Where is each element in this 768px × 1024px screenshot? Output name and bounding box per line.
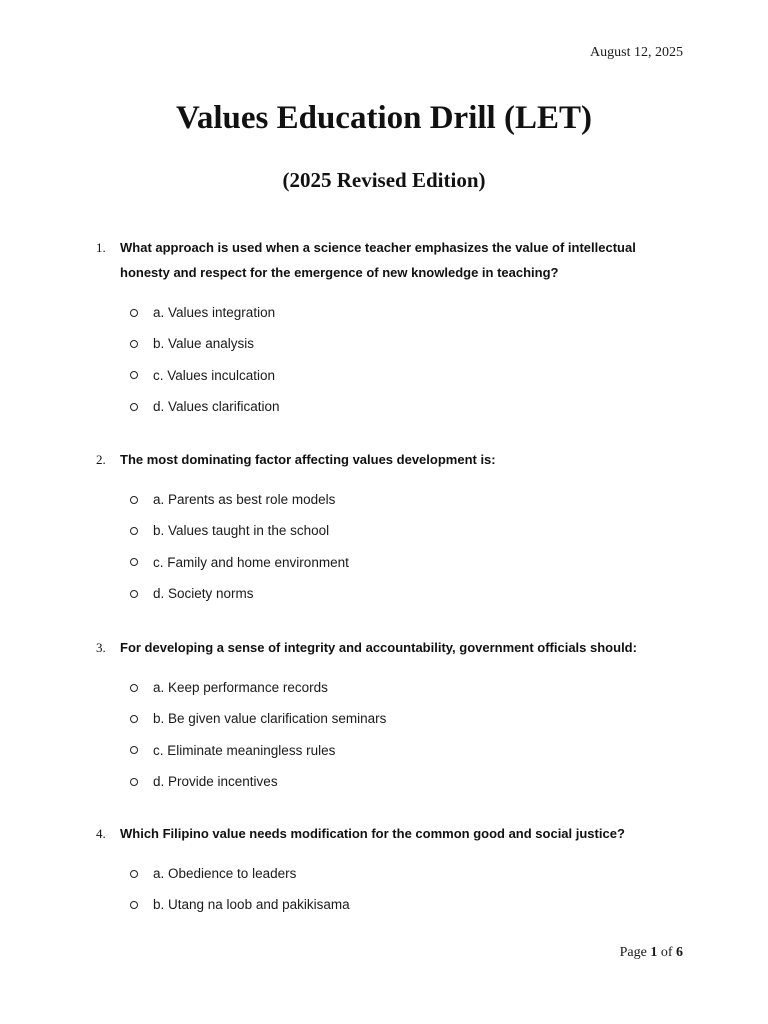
option-text: d. Values clarification (153, 399, 280, 415)
circle-bullet-icon (130, 371, 138, 379)
option-a (96, 297, 686, 328)
question-text: What approach is used when a science teacher emphasizes the value of intellectual honesty and respect for the emergence of new knowledge in teaching? (120, 240, 636, 280)
option-text: b. Value analysis (153, 336, 255, 352)
options-list (96, 672, 686, 797)
document-date: August 12, 2025 (590, 45, 683, 60)
option-text: b. Utang na loob and pakikisama (153, 897, 350, 913)
circle-bullet-icon (130, 901, 138, 909)
circle-bullet-icon (130, 309, 138, 317)
option-a (96, 484, 686, 515)
question-text: The most dominating factor affecting values development is: (120, 452, 496, 467)
option-b (96, 889, 686, 920)
page-label: Page (619, 945, 647, 960)
options-list (96, 297, 686, 422)
question-number: 4. (96, 826, 106, 841)
of-label: of (660, 945, 673, 960)
option-text: c. Family and home environment (153, 554, 349, 570)
option-text: a. Parents as best role models (153, 492, 336, 508)
option-c (96, 360, 686, 391)
document-title: Values Education Drill (LET) (176, 100, 592, 136)
question-2 (96, 447, 686, 609)
question-4 (96, 821, 686, 921)
question-3 (96, 635, 686, 797)
circle-bullet-icon (130, 870, 138, 878)
question-1 (96, 235, 686, 422)
circle-bullet-icon (130, 340, 138, 348)
current-page-number: 1 (650, 945, 658, 960)
question-text: Which Filipino value needs modification for the common good and social justice? (120, 826, 625, 841)
question-text: For developing a sense of integrity and accountability, government officials should: (120, 640, 637, 655)
circle-bullet-icon (130, 590, 138, 598)
question-number: 1. (96, 240, 106, 255)
circle-bullet-icon (130, 778, 138, 786)
option-text: b. Values taught in the school (153, 523, 330, 539)
option-d (96, 578, 686, 609)
circle-bullet-icon (130, 746, 138, 754)
option-a (96, 858, 686, 889)
circle-bullet-icon (130, 715, 138, 723)
circle-bullet-icon (130, 558, 138, 566)
page-indicator (620, 945, 683, 961)
circle-bullet-icon (130, 684, 138, 692)
option-text: a. Obedience to leaders (153, 866, 297, 882)
option-a (96, 672, 686, 703)
circle-bullet-icon (130, 527, 138, 535)
option-text: d. Provide incentives (153, 774, 278, 790)
options-list (96, 858, 686, 921)
option-d (96, 766, 686, 797)
circle-bullet-icon (130, 403, 138, 411)
option-b (96, 328, 686, 359)
option-text: b. Be given value clarification seminars (153, 711, 387, 727)
option-text: a. Values integration (153, 305, 276, 321)
option-c (96, 547, 686, 578)
option-text: d. Society norms (153, 586, 254, 602)
question-number: 2. (96, 452, 106, 467)
question-number: 3. (96, 640, 106, 655)
option-text: c. Values inculcation (153, 367, 276, 383)
total-pages-number: 6 (676, 945, 683, 960)
option-c (96, 735, 686, 766)
options-list (96, 484, 686, 609)
circle-bullet-icon (130, 496, 138, 504)
option-text: c. Eliminate meaningless rules (153, 742, 336, 758)
option-d (96, 391, 686, 422)
document-subtitle: (2025 Revised Edition) (282, 168, 486, 192)
option-b (96, 703, 686, 734)
option-text: a. Keep performance records (153, 680, 328, 696)
option-b (96, 515, 686, 546)
